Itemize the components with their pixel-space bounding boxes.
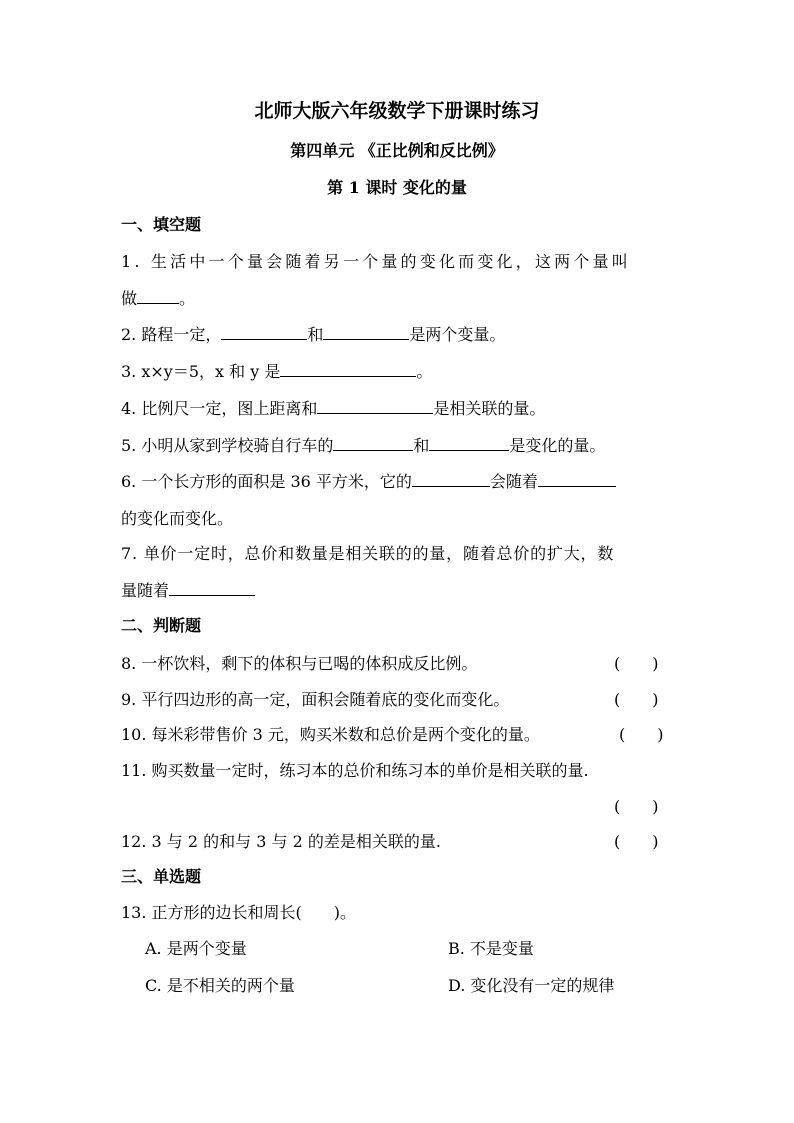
question-4-text: 4. 比例尺一定，图上距离和 [121,399,318,418]
worksheet-title: 北师大版六年级数学下册课时练习 [254,100,540,122]
answer-parentheses[interactable]: ( ) [614,797,659,816]
option-c[interactable]: C. 是不相关的两个量 [145,976,295,995]
question-6-line-1 [121,469,616,492]
question-9: 9. 平行四边形的高一定，面积会随着底的变化而变化。 [121,690,510,709]
question-5-text: 和 [413,436,430,455]
question-1-text: 做 [121,289,138,308]
question-12: 12. 3 与 2 的和与 3 与 2 的差是相关联的量. [121,832,441,851]
unit-title: 第四单元 《正比例和反比例》 [290,141,504,160]
question-1-end: 。 [179,289,196,308]
question-7-line-1: 7. 单价一定时，总价和数量是相关联的的量，随着总价的扩大，数 [121,544,615,563]
question-10: 10. 每米彩带售价 3 元，购买米数和总价是两个变化的量。 [121,725,540,744]
question-7-line-2 [121,578,255,601]
question-3-end: 。 [416,362,433,381]
question-4-text: 是相关联的量。 [433,399,546,418]
question-8: 8. 一杯饮料，剩下的体积与已喝的体积成反比例。 [121,654,478,673]
question-5-text: 5. 小明从家到学校骑自行车的 [121,436,334,455]
answer-blank[interactable] [333,436,413,451]
question-2 [121,322,505,345]
answer-blank[interactable] [538,472,616,487]
lesson-title: 第 1 课时 变化的量 [327,178,467,197]
answer-blank[interactable] [412,472,490,487]
answer-parentheses[interactable]: ( ) [614,832,659,851]
question-7-text: 量随着 [121,581,170,600]
question-13: 13. 正方形的边长和周长( )。 [121,903,357,922]
answer-blank[interactable] [221,325,307,340]
question-11: 11. 购买数量一定时，练习本的总价和练习本的单价是相关联的量. [121,761,589,780]
option-a[interactable]: A. 是两个变量 [145,939,247,958]
section-true-false: 二、判断题 [121,616,202,635]
question-1-line-1: 1. 生活中一个量会随着另一个量的变化而变化，这两个量叫 [121,252,631,271]
answer-blank[interactable] [280,362,416,377]
question-5 [121,433,605,456]
question-2-text: 和 [307,325,324,344]
question-2-text: 2. 路程一定， [121,325,222,344]
answer-parentheses[interactable]: ( ) [614,654,659,673]
option-b[interactable]: B. 不是变量 [448,939,534,958]
question-6-text: 6. 一个长方形的面积是 36 平方米，它的 [121,472,412,491]
option-d[interactable]: D. 变化没有一定的规律 [448,976,615,995]
answer-blank[interactable] [137,289,179,304]
answer-blank[interactable] [317,399,433,414]
section-single-choice: 三、单选题 [121,867,202,886]
answer-blank[interactable] [169,581,255,596]
question-4 [121,396,545,419]
question-1-line-2 [121,286,195,309]
question-5-text: 是变化的量。 [509,436,606,455]
question-3-text: 3. x×y＝5，x 和 y 是 [121,362,281,381]
answer-blank[interactable] [323,325,409,340]
answer-blank[interactable] [429,436,509,451]
question-2-text: 是两个变量。 [409,325,506,344]
question-3 [121,359,432,382]
question-6-text: 会随着 [489,472,538,491]
question-6-line-2: 的变化而变化。 [121,509,234,528]
answer-parentheses[interactable]: ( ) [614,690,659,709]
answer-parentheses[interactable]: ( ) [619,725,664,744]
section-fill-in-the-blank: 一、填空题 [121,215,202,234]
